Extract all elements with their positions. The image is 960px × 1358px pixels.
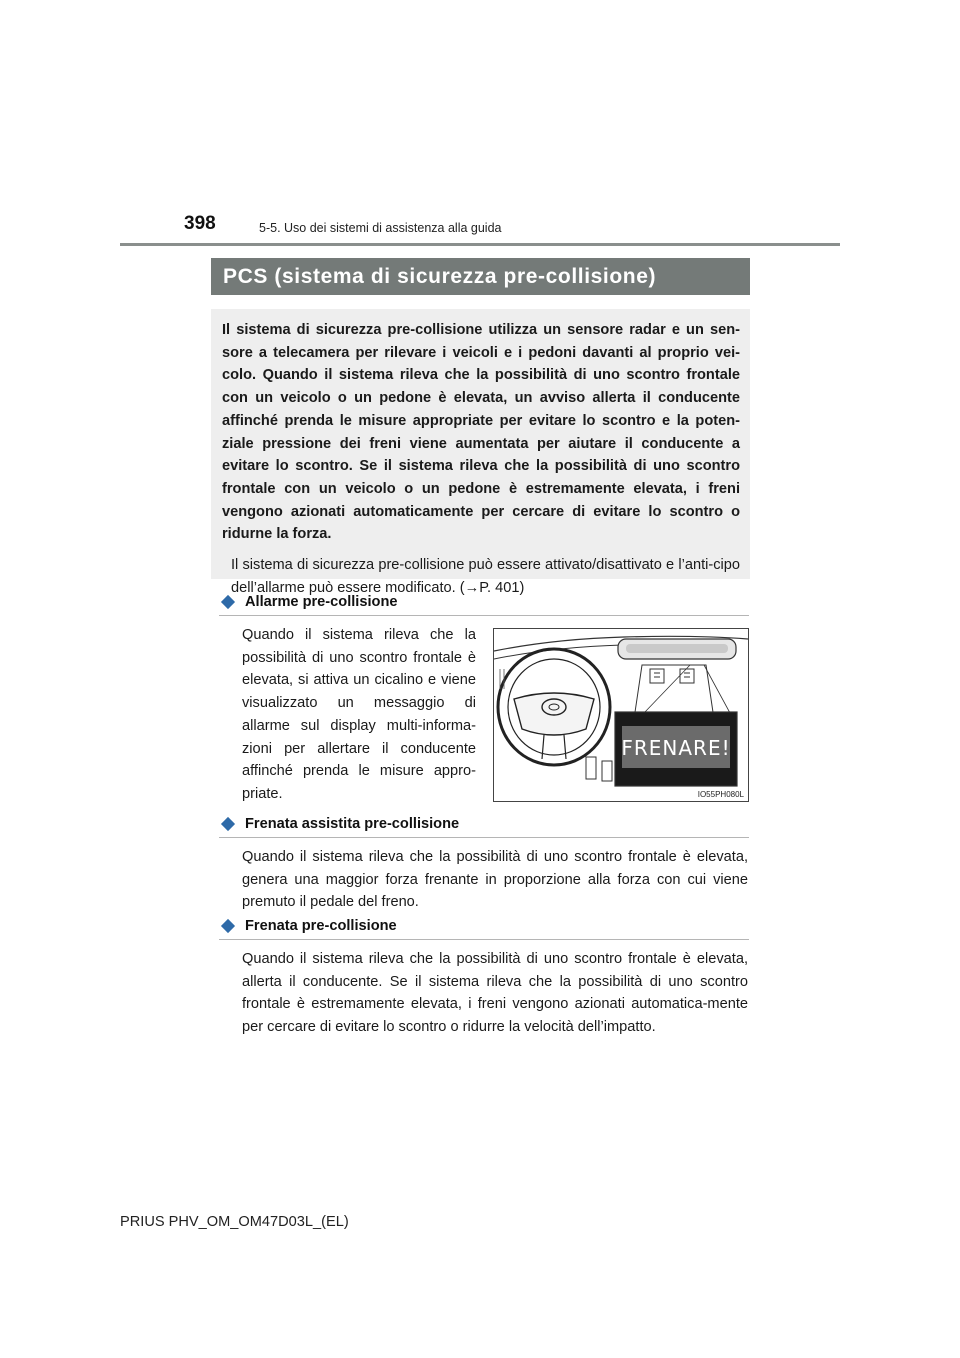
intro-box [211, 309, 750, 596]
dashboard-illustration [493, 628, 749, 802]
section-heading-frenata [219, 918, 749, 940]
section-heading-label: Frenata pre-collisione [245, 918, 397, 934]
section-text-allarme: Quando il sistema rileva che la possibilità di uno scontro frontale è elevata, si attiva un cicalino e viene visualizzato un messaggio di allarme sul display multi-informa-zioni per allertare il conducente affinché prenda le misure appro-priate. [242, 627, 476, 802]
section-text-frenata: Quando il sistema rileva che la possibilità di uno scontro frontale è elevata, allerta il conducente. Se il sistema rileva che la possibilità di uno scontro frontale è estremamente elevata, i freni vengono azionati automatica-mente per cercare di evitare lo scontro o ridurre la velocità dell’impatto. [242, 951, 748, 1036]
diamond-bullet-icon [221, 919, 235, 933]
page-title: PCS (sistema di sicurezza pre-collisione) [211, 258, 750, 295]
header-divider [120, 243, 840, 246]
figure-code: IO55PH080L [697, 790, 744, 799]
dashboard-drawing [494, 629, 748, 801]
diamond-bullet-icon [221, 595, 235, 609]
diamond-bullet-icon [221, 817, 235, 831]
section-text-frenata-assistita: Quando il sistema rileva che la possibilità di uno scontro frontale è elevata, genera una maggior forza frenante in proporzione alla forza con cui viene premuto il pedale del freno. [242, 849, 748, 911]
section-heading-label: Frenata assistita pre-collisione [245, 816, 460, 832]
section-heading-label: Allarme pre-collisione [245, 594, 398, 610]
section-heading-allarme [219, 594, 749, 616]
section-heading-frenata-assistita [219, 816, 749, 838]
intro-bold-text: Il sistema di sicurezza pre-collisione utilizza un sensore radar e un sen-sore a telecamera per rilevare i veicoli e i pedoni davanti al proprio vei-colo. Quando il sistema rileva che la possibilità di uno scontro frontale con un veicolo o un pedone è elevata, un avviso allerta il conducente affinché prenda le misure appropriate per evitare lo scontro e la poten-ziale pressione dei freni viene aumentata per aiutare il conducente a evitare lo scontro. Se il sistema rileva che la possibilità di uno scontro frontale con un veicolo o un pedone è estremamente elevata, i freni vengono azionati automaticamente per cercare di evitare lo scontro o ridurne la forza. [222, 322, 740, 543]
display-message: FRENARE! [621, 736, 731, 760]
section-breadcrumb: 5-5. Uso dei sistemi di assistenza alla guida [259, 221, 502, 235]
footer-doc-code: PRIUS PHV_OM_OM47D03L_(EL) [120, 1214, 349, 1230]
page-number: 398 [184, 213, 216, 234]
intro-note-text: Il sistema di sicurezza pre-collisione può essere attivato/disattivato e l’anti-cipo dell’allarme può essere modificato. (→P. 401) [231, 557, 740, 596]
